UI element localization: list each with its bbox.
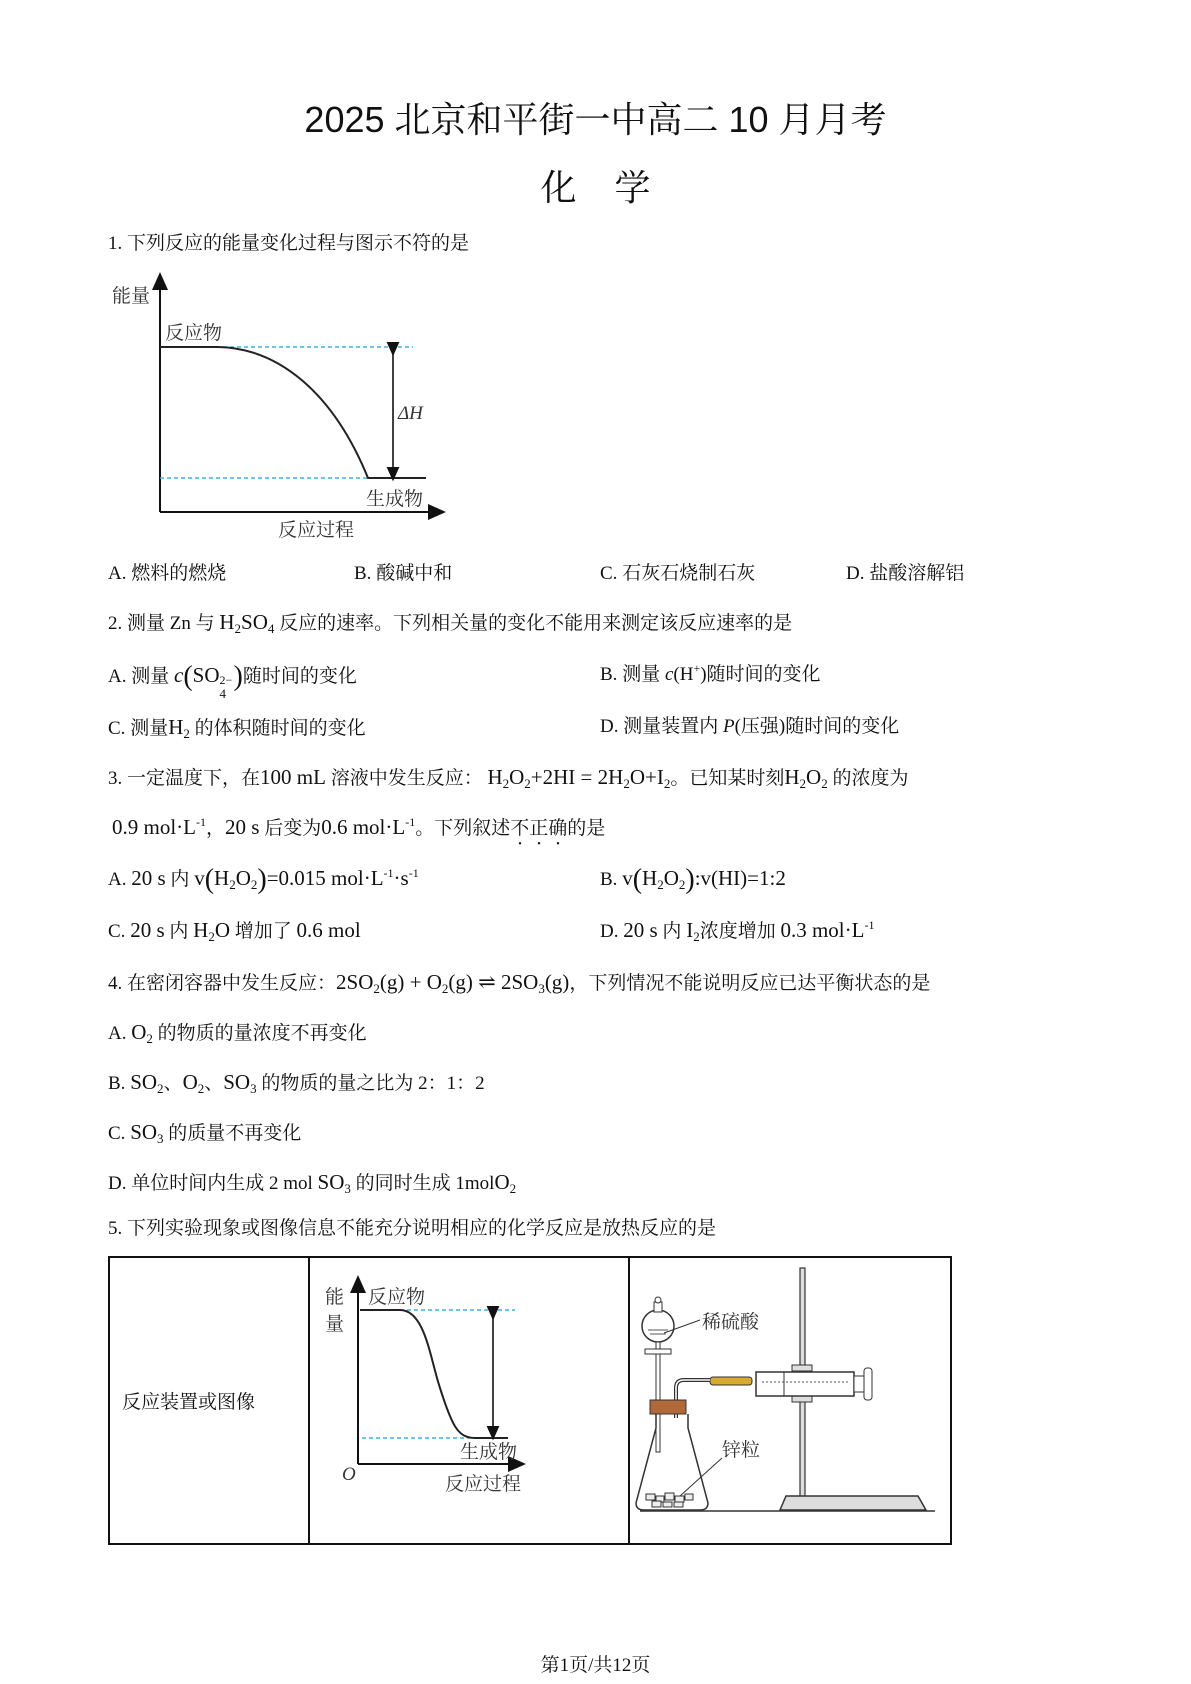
reaction-equation: $H_2O_2+2HI = 2H_2O+I_2$ <box>487 765 671 791</box>
svg-text:生成物: 生成物 <box>460 1442 518 1463</box>
q2-option-d: D. 测量装置内 P(压强)随时间的变化 <box>600 716 900 737</box>
q1-x-label: 反应过程 <box>278 520 355 541</box>
q3-option-b: B. $v(H_2O_2):v(HI)=1:2$ <box>600 864 786 895</box>
option-text: 酸碱中和 <box>376 563 453 584</box>
q5-row-header: 反应装置或图像 <box>109 1257 309 1544</box>
q1-energy-diagram <box>108 272 458 542</box>
q5-table <box>108 1256 952 1545</box>
q4-option-d: D. 单位时间内生成 2 mol $SO_3$ 的同时生成 1molO$_2$ <box>108 1170 517 1196</box>
page-title: 2025 北京和平街一中高二 10 月月考 <box>304 99 887 140</box>
q4-option-c: C. $SO_3$ 的质量不再变化 <box>108 1120 302 1146</box>
q3-option-d: D. 20 s 内 $I_2$浓度增加 0.3 $mol\cdot L^{-1}$ <box>600 918 875 944</box>
q4-stem: 4. 在密闭容器中发生反应：$2SO_2(g) + O_2(g)$ ⇌ $2SO_3(g)$，下列情况不能说明反应已达平衡状态的是 <box>108 970 931 996</box>
q5-energy-diagram <box>310 1258 628 1538</box>
svg-text:O: O <box>342 1464 356 1485</box>
q2-option-b: B. 测量 c(H+)随时间的变化 <box>600 661 821 685</box>
q2-stem <box>108 610 792 636</box>
option-text: 燃料的燃烧 <box>131 563 227 584</box>
q5-stem: 5. 下列实验现象或图像信息不能充分说明相应的化学反应是放热反应的是 <box>108 1218 717 1239</box>
stem-text: 2. 测量 Zn 与 <box>108 613 215 634</box>
q1-stem: 1. 下列反应的能量变化过程与图示不符的是 <box>108 233 470 254</box>
page-number: 第1页/共12页 <box>540 1655 651 1676</box>
q5-apparatus-cell <box>629 1257 951 1544</box>
q1-top-label: 反应物 <box>165 323 223 344</box>
q1-option-c <box>600 562 755 586</box>
q1-y-label: 能量 <box>112 286 151 307</box>
q4-option-b: B. $SO_2$、$O_2$、$SO_3$ 的物质的量之比为 2：1：2 <box>108 1070 485 1096</box>
svg-text:量: 量 <box>325 1314 345 1335</box>
q4-option-a: A. $O_2$ 的物质的量浓度不再变化 <box>108 1020 367 1046</box>
q3-option-c: C. 20 s 内 $H_2O$ 增加了 0.6 mol <box>108 918 361 944</box>
q1-option-b <box>354 562 452 586</box>
svg-text:反应物: 反应物 <box>368 1287 426 1308</box>
q2-option-c: C. 测量$H_2$ 的体积随时间的变化 <box>108 715 366 741</box>
option-text: 盐酸溶解铝 <box>869 563 965 584</box>
q5-energy-diagram-cell <box>309 1257 629 1544</box>
subject-title: 化学 <box>540 167 689 208</box>
option-key: C. <box>600 563 618 584</box>
svg-text:反应过程: 反应过程 <box>445 1474 522 1495</box>
q1-option-d <box>846 562 964 586</box>
option-text: 石灰石烧制石灰 <box>622 563 756 584</box>
q3-option-a: A. 20 s 内 $v(H_2O_2)=0.015$ $mol\cdot L^{-1}\cdot s^{-1}$ <box>108 864 419 895</box>
option-key: A. <box>108 563 127 584</box>
q2-option-a: A. 测量 c(SO 2− 4 )随时间的变化 <box>108 661 357 701</box>
emphasized-text: 不正确 <box>510 818 568 839</box>
q1-delta-label: ΔH <box>398 403 423 424</box>
equilibrium-equation: $2SO_2(g) + O_2(g)$ ⇌ $2SO_3(g)$ <box>336 970 570 996</box>
option-key: D. <box>846 563 865 584</box>
q1-bottom-label: 生成物 <box>366 489 424 510</box>
q1-option-a <box>108 562 226 586</box>
stem-text: 反应的速率。下列相关量的变化不能用来测定该反应速率的是 <box>274 613 793 634</box>
q5-apparatus-drawing <box>630 1258 950 1538</box>
q3-stem-line1: 3. 一定温度下，在100 mL 溶液中发生反应： $H_2O_2+2HI = 2H_2O+I_2$。已知某时刻$H_2O_2$ 的浓度为 <box>108 765 909 791</box>
option-key: B. <box>354 563 372 584</box>
flask-label: 锌粒 <box>722 1440 761 1461</box>
q3-stem-line2: 0.9 $mol\cdot L^{-1}$，20 s 后变为0.6 $mol\cdot L^{-1}$。下列叙述不正确的是 <box>112 815 606 839</box>
svg-text:能: 能 <box>325 1287 345 1308</box>
funnel-label: 稀硫酸 <box>702 1312 760 1333</box>
formula-h2so4: $H_2SO_4$ <box>219 610 275 636</box>
